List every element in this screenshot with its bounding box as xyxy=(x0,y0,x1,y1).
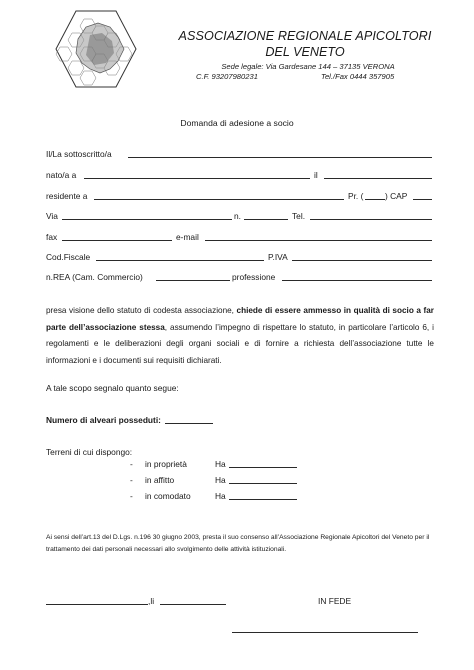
field-codice-fiscale[interactable] xyxy=(96,260,264,261)
field-sottoscritto[interactable] xyxy=(128,157,432,158)
label-terreni: Terreni di cui dispongo: xyxy=(46,447,133,457)
field-numero-civico[interactable] xyxy=(244,219,288,220)
label-rea: n.REA (Cam. Commercio) xyxy=(46,272,143,282)
field-data-firma[interactable] xyxy=(160,604,226,605)
field-provincia[interactable] xyxy=(365,199,385,200)
label-codfiscale: Cod.Fiscale xyxy=(46,252,91,262)
declaration-text-bold: chiede di essere ammesso in qualità di socio a far parte dell’associazione stessa xyxy=(46,306,434,332)
label-il: il xyxy=(314,170,318,180)
field-ha-affitto[interactable] xyxy=(229,483,297,484)
field-luogo-firma[interactable] xyxy=(46,604,148,605)
field-firma[interactable] xyxy=(232,632,418,633)
label-in-fede: IN FEDE xyxy=(318,596,352,606)
label-numero: n. xyxy=(234,211,241,221)
terreni-proprieta-ha: Ha xyxy=(215,459,226,469)
association-logo xyxy=(54,9,138,89)
terreni-proprieta-label: in proprietà xyxy=(145,459,187,469)
terreni-comodato-ha: Ha xyxy=(215,491,226,501)
field-luogo-nascita[interactable] xyxy=(84,178,310,179)
terreni-affitto-label: in affitto xyxy=(145,475,175,485)
field-residenza[interactable] xyxy=(94,199,344,200)
label-li: ,li xyxy=(148,596,155,606)
bullet-dash: - xyxy=(130,491,133,501)
label-alveari: Numero di alveari posseduti: xyxy=(46,415,161,425)
field-partita-iva[interactable] xyxy=(292,260,432,261)
field-data-nascita[interactable] xyxy=(324,178,432,179)
privacy-consent-text: Ai sensi dell’art.13 del D.Lgs. n.196 30 giugno 2003, presta il suo consenso all’Associazione Regionale Apicoltori del Veneto per il trattamento dei dati personali necessari allo svolgimento delle attività istituzionali. xyxy=(46,534,430,553)
org-fiscal-code: C.F. 93207980231 xyxy=(196,72,258,81)
terreni-comodato-label: in comodato xyxy=(145,491,191,501)
field-rea[interactable] xyxy=(156,280,230,281)
field-telefono[interactable] xyxy=(310,219,432,220)
declaration-text-a: presa visione dello statuto di codesta associazione, xyxy=(46,306,234,315)
label-tel: Tel. xyxy=(292,211,306,221)
declaration-text-b: , assumendo l’impegno di rispettare lo statuto, in particolare l’articolo 6, i regolamenti e le deliberazioni degli organi sociali e di fornire a richiesta dell’associazione tutte le informazioni e i documenti sui requisiti dichiarati. xyxy=(46,322,434,365)
field-ha-comodato[interactable] xyxy=(229,499,297,500)
label-email: e-mail xyxy=(176,232,199,242)
field-alveari[interactable] xyxy=(165,423,213,424)
org-name-line2: DEL VENETO xyxy=(265,45,345,59)
label-cap: ) CAP xyxy=(385,191,408,201)
label-piva: P.IVA xyxy=(268,252,288,262)
label-sottoscritto: Il/La sottoscritto/a xyxy=(46,149,112,159)
label-fax: fax xyxy=(46,232,58,242)
segnalo-text: A tale scopo segnalo quanto segue: xyxy=(46,383,179,393)
label-pr: Pr. ( xyxy=(348,191,364,201)
declaration-paragraph xyxy=(46,303,434,369)
field-email[interactable] xyxy=(205,240,432,241)
field-fax[interactable] xyxy=(62,240,172,241)
field-professione[interactable] xyxy=(282,280,432,281)
org-name-line1: ASSOCIAZIONE REGIONALE APICOLTORI xyxy=(178,29,432,43)
bullet-dash: - xyxy=(130,475,133,485)
org-phone: Tel./Fax 0444 357905 xyxy=(321,72,395,81)
label-via: Via xyxy=(46,211,58,221)
label-residente: residente a xyxy=(46,191,88,201)
bullet-dash: - xyxy=(130,459,133,469)
field-cap[interactable] xyxy=(413,199,432,200)
terreni-affitto-ha: Ha xyxy=(215,475,226,485)
label-professione: professione xyxy=(232,272,276,282)
org-address: Sede legale: Via Gardesane 144 – 37135 VERONA xyxy=(221,62,395,71)
field-ha-proprieta[interactable] xyxy=(229,467,297,468)
label-nato: nato/a a xyxy=(46,170,77,180)
form-title: Domanda di adesione a socio xyxy=(180,118,294,128)
field-via[interactable] xyxy=(62,219,232,220)
